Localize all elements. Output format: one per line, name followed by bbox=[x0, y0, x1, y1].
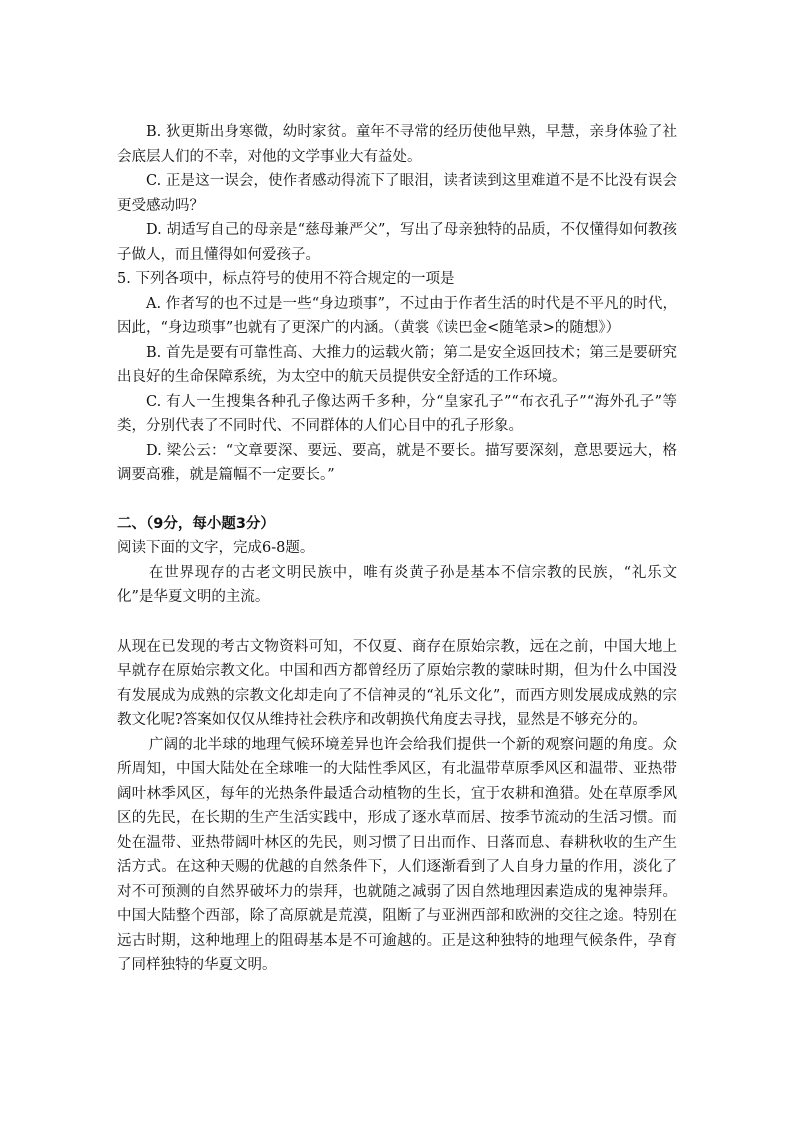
q4-option-d: D. 胡适写自己的母亲是“慈母兼严父”，写出了母亲独特的品质，不仅懂得如何教孩子做人，而且懂得如何爱孩子。 bbox=[117, 222, 677, 263]
section-heading: 二、（9分，每小题3分） bbox=[117, 515, 275, 532]
passage-paragraph-1: 在世界现存的古老文明民族中，唯有炎黄子孙是基本不信宗教的民族，“礼乐文化”是华夏文明的主流。 bbox=[117, 564, 677, 605]
q4-option-c: C. 正是这一误会，使作者感动得流下了眼泪，读者读到这里难道不是不比没有误会更受感动吗？ bbox=[117, 173, 677, 214]
q5-stem: 5. 下列各项中，标点符号的使用不符合规定的一项是 bbox=[117, 271, 455, 287]
passage-paragraph-2: 从现在已发现的考古文物资料可知，不仅夏、商存在原始宗教，远在之前，中国大地上早就存在原始宗教文化。中国和西方都曾经历了原始宗教的蒙昧时期，但为什么中国没有发展成为成熟的宗教文化却走向了不信神灵的“礼乐文化”，而西方则发展成成熟的宗教文化呢?答案如仅仅从维持社会秩序和改朝换代角度去寻找，显然是不够充分的。 bbox=[117, 638, 677, 728]
q5-option-a: A. 作者写的也不过是一些“身边琐事”，不过由于作者生活的时代是不平凡的时代，因此，“身边琐事”也就有了更深广的内涵。（黄裳《读巴金<随笔录>的随想》） bbox=[117, 295, 677, 336]
q5-option-d: D. 梁公云：“文章要深、要远、要高，就是不要长。描写要深刻，意思要远大，格调要高雅，就是篇幅不一定要长。” bbox=[117, 442, 677, 483]
spacer bbox=[117, 610, 677, 635]
spacer bbox=[117, 488, 677, 512]
document-page bbox=[117, 120, 677, 978]
passage-paragraph-3: 广阔的北半球的地理气候环境差异也许会给我们提供一个新的观察问题的角度。众所周知，中国大陆处在全球唯一的大陆性季风区，有北温带草原季风区和温带、亚热带阔叶林季风区，每年的光热条件最适合动植物的生长，宜于农耕和渔猎。处在草原季风区的先民，在长期的生产生活实践中，形成了逐水草而居、按季节流动的生活习惯。而处在温带、亚热带阔叶林区的先民，则习惯了日出而作、日落而息、春耕秋收的生产生活方式。在这种天赐的优越的自然条件下，人们逐渐看到了人自身力量的作用，淡化了对不可预测的自然界破坏力的崇拜，也就随之减弱了因自然地理因素造成的鬼神崇拜。中国大陆整个西部，除了高原就是荒漠，阻断了与亚洲西部和欧洲的交往之途。特别在远古时期，这种地理上的阻碍基本是不可逾越的。正是这种独特的地理气候条件，孕育了同样独特的华夏文明。 bbox=[117, 736, 677, 973]
q5-option-b: B. 首先是要有可靠性高、大推力的运载火箭；第二是安全返回技术；第三是要研究出良好的生命保障系统，为太空中的航天员提供安全舒适的工作环境。 bbox=[117, 344, 677, 385]
reading-instruction: 阅读下面的文字，完成6-8题。 bbox=[117, 540, 315, 556]
q4-option-b: B. 狄更斯出身寒微，幼时家贫。童年不寻常的经历使他早熟，早慧，亲身体验了社会底层人们的不幸，对他的文学事业大有益处。 bbox=[117, 124, 677, 165]
q5-option-c: C. 有人一生搜集各种孔子像达两千多种，分“皇家孔子”“布衣孔子”“海外孔子”等类，分别代表了不同时代、不同群体的人们心目中的孔子形象。 bbox=[117, 393, 677, 434]
